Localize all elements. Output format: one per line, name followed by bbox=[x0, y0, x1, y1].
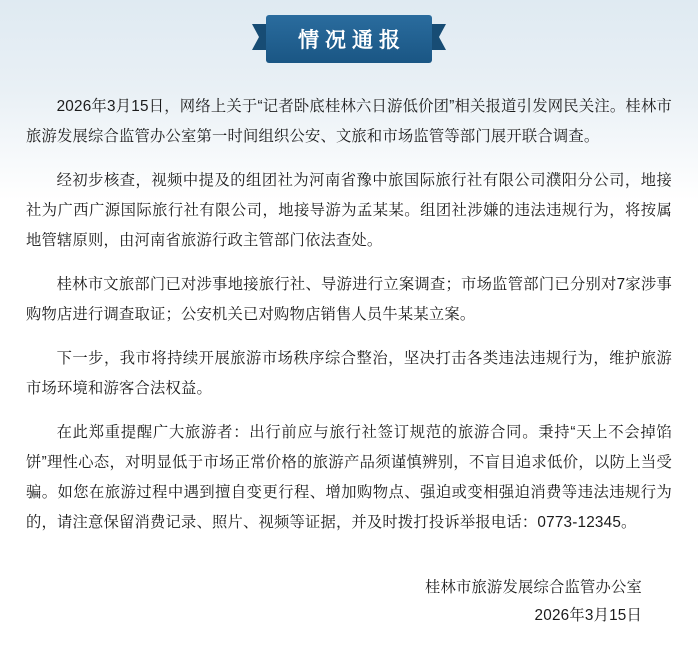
signature-block bbox=[26, 574, 672, 630]
document-body bbox=[0, 78, 698, 630]
paragraph: 桂林市文旅部门已对涉事地接旅行社、导游进行立案调查；市场监管部门已分别对7家涉事购物店进行调查取证；公安机关已对购物店销售人员牛某某立案。 bbox=[26, 276, 672, 323]
paragraph: 经初步核查，视频中提及的组团社为河南省豫中旅国际旅行社有限公司濮阳分公司，地接社为广西广源国际旅行社有限公司，地接导游为孟某某。组团社涉嫌的违法违规行为，将按属地管辖原则，由河南省旅游行政主管部门依法查处。 bbox=[26, 172, 672, 249]
issue-date: 2026年3月15日 bbox=[534, 607, 642, 624]
paragraph: 在此郑重提醒广大旅游者：出行前应与旅行社签订规范的旅游合同。秉持“天上不会掉馅饼”理性心态，对明显低于市场正常价格的旅游产品须谨慎辨别，不盲目追求低价，以防上当受骗。如您在旅游过程中遇到擅自变更行程、增加购物点、强迫或变相强迫消费等违法违规行为的，请注意保留消费记录、照片、视频等证据，并及时拨打投诉举报电话：0773-12345。 bbox=[26, 424, 672, 531]
page-title: 情况通报 bbox=[266, 15, 432, 63]
paragraph: 2026年3月15日，网络上关于“记者卧底桂林六日游低价团”相关报道引发网民关注。桂林市旅游发展综合监管办公室第一时间组织公安、文旅和市场监管等部门展开联合调查。 bbox=[26, 98, 672, 145]
paragraph: 下一步，我市将持续开展旅游市场秩序综合整治，坚决打击各类违法违规行为，维护旅游市场环境和游客合法权益。 bbox=[26, 350, 672, 397]
banner-container bbox=[0, 0, 698, 78]
issuing-organization: 桂林市旅游发展综合监管办公室 bbox=[425, 579, 642, 596]
